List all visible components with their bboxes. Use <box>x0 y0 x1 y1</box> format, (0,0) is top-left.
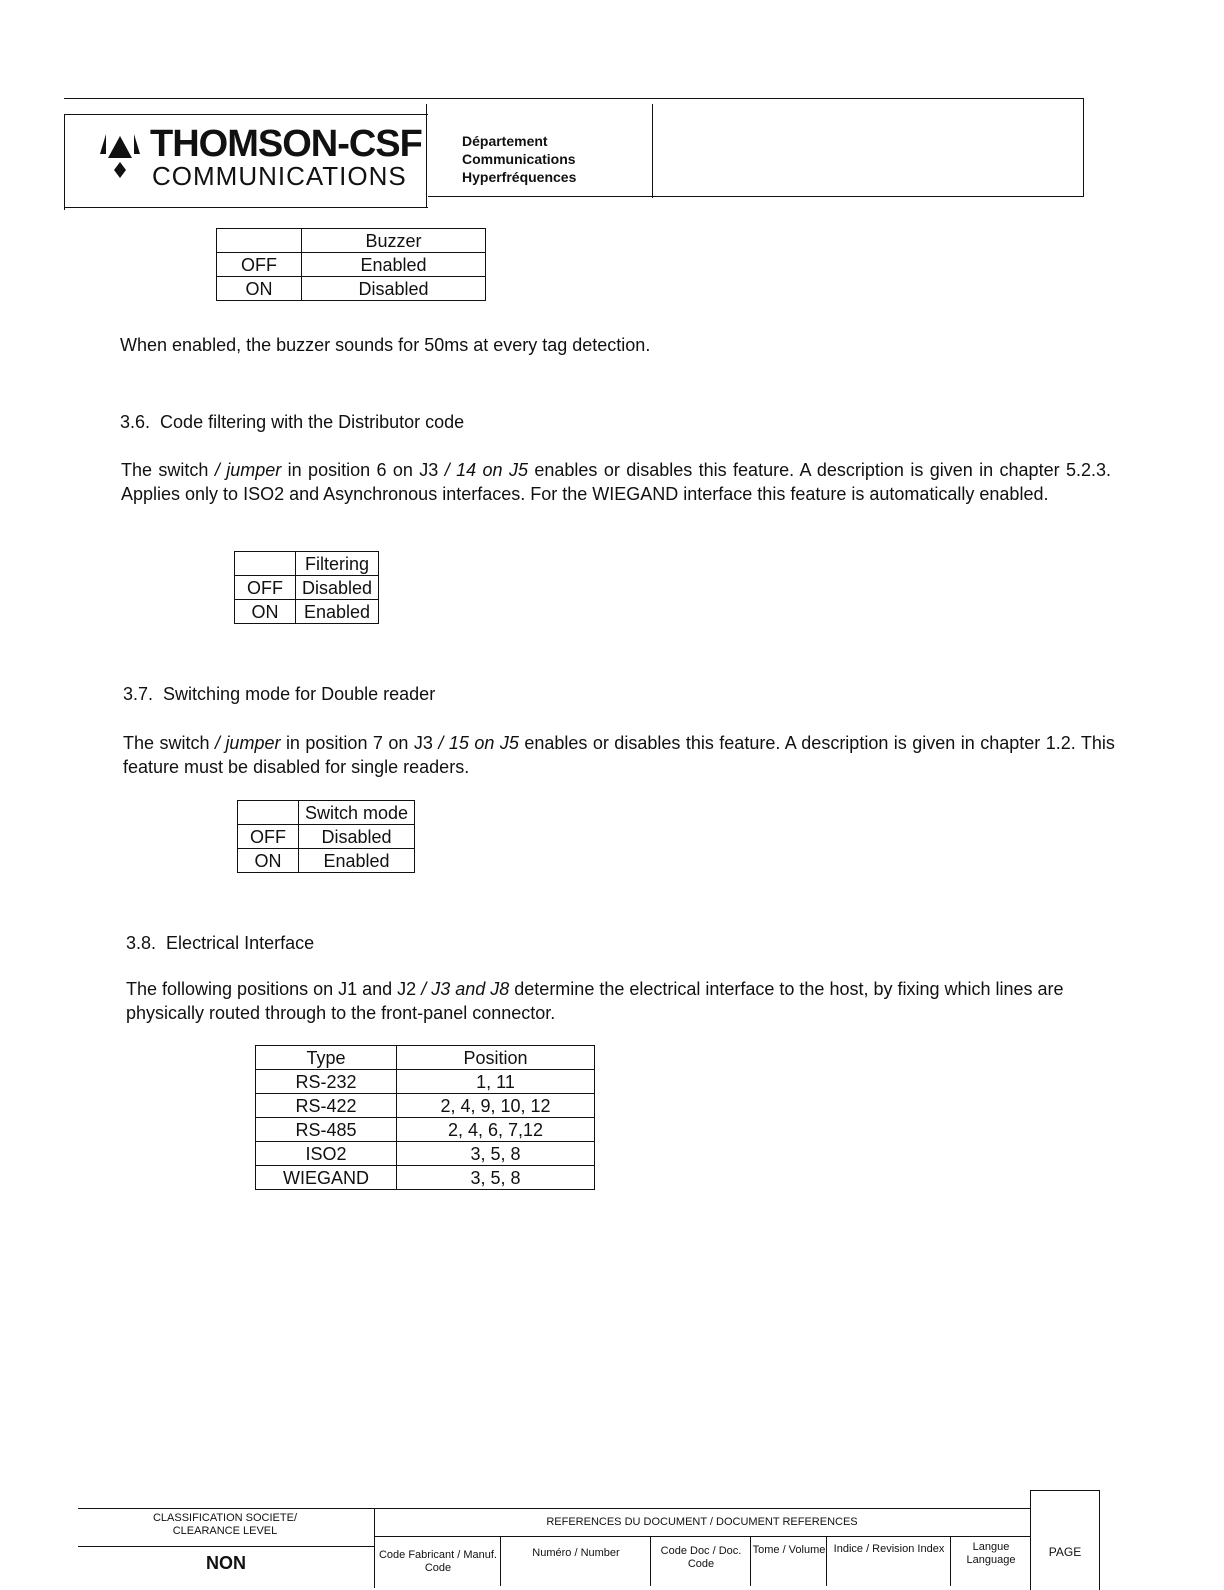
department-line: Hyperfréquences <box>462 169 577 185</box>
section-title: Code filtering with the Distributor code <box>160 412 465 432</box>
table-header-cell: Filtering <box>296 552 379 576</box>
table-row <box>235 576 379 600</box>
table-cell: Disabled <box>296 576 379 600</box>
table-cell: ON <box>238 849 299 873</box>
table-header-cell: Type <box>256 1046 397 1070</box>
section-title: Electrical Interface <box>166 933 315 953</box>
thomson-logo-icon <box>98 130 142 180</box>
column-label: Code Doc / Doc. Code <box>660 1545 742 1570</box>
table-cell: 3, 5, 8 <box>397 1166 595 1190</box>
footer-divider <box>500 1536 501 1586</box>
table-cell: ON <box>235 600 296 624</box>
table-cell: 1, 11 <box>397 1070 595 1094</box>
table-row <box>256 1094 595 1118</box>
paragraph-text: The switch <box>123 733 210 753</box>
table-cell: OFF <box>217 253 302 277</box>
table-cell: Enabled <box>302 253 486 277</box>
header-rule <box>64 207 428 208</box>
classification-value: NON <box>206 1553 246 1573</box>
table-header-cell: Position <box>397 1046 595 1070</box>
table-row <box>256 1142 595 1166</box>
paragraph-text: The following positions on J1 and J2 <box>126 979 417 999</box>
section-number: 3.8. <box>126 933 157 953</box>
paragraph-italic: / jumper <box>214 733 281 753</box>
header-rule <box>428 196 1084 197</box>
table-header-cell <box>235 552 296 576</box>
department-block <box>462 132 576 186</box>
classification-label: CLASSIFICATION SOCIETE/ CLEARANCE LEVEL <box>152 1512 298 1537</box>
footer-rule <box>374 1536 1030 1537</box>
paragraph-italic: / jumper <box>214 460 282 480</box>
references-label: REFERENCES DU DOCUMENT / DOCUMENT REFERENCES <box>546 1516 858 1528</box>
header-divider <box>426 104 427 208</box>
column-label: Indice / Revision Index <box>833 1543 945 1555</box>
paragraph-italic: / 15 on J5 <box>438 733 519 753</box>
table-row <box>238 801 415 825</box>
footer-rule <box>78 1546 374 1547</box>
buzzer-description: When enabled, the buzzer sounds for 50ms at every tag detection. <box>120 335 651 355</box>
table-row <box>256 1070 595 1094</box>
switch-mode-table <box>237 800 415 873</box>
table-cell: Disabled <box>302 277 486 301</box>
section-heading <box>120 410 464 434</box>
table-row <box>235 552 379 576</box>
table-row <box>235 600 379 624</box>
footer-divider <box>826 1536 827 1586</box>
table-row <box>256 1166 595 1190</box>
table-cell: OFF <box>235 576 296 600</box>
table-row <box>256 1118 595 1142</box>
table-cell: 2, 4, 6, 7,12 <box>397 1118 595 1142</box>
logo-title: THOMSON-CSF <box>150 123 422 165</box>
table-cell: RS-485 <box>256 1118 397 1142</box>
table-header-cell: Buzzer <box>302 229 486 253</box>
paragraph-text: in position 7 on J3 <box>285 733 433 753</box>
paragraph-text: The switch <box>121 460 209 480</box>
department-line: Communications <box>462 151 576 167</box>
page-label: PAGE <box>1048 1545 1082 1559</box>
table-cell: Enabled <box>299 849 415 873</box>
header-divider <box>652 104 653 198</box>
table-header-cell: Switch mode <box>299 801 415 825</box>
paragraph-italic: / 14 on J5 <box>444 460 528 480</box>
section-number: 3.7. <box>123 684 154 704</box>
footer-rule <box>78 1508 1030 1509</box>
table-header-cell <box>238 801 299 825</box>
department-line: Département <box>462 133 548 149</box>
electrical-interface-table <box>255 1045 595 1190</box>
filtering-table <box>234 551 379 624</box>
section-paragraph <box>121 458 1111 506</box>
table-cell: 3, 5, 8 <box>397 1142 595 1166</box>
column-label: Tome / Volume <box>752 1544 826 1556</box>
section-paragraph <box>126 977 1118 1025</box>
table-cell: ON <box>217 277 302 301</box>
table-cell: Disabled <box>299 825 415 849</box>
logo-subtitle: COMMUNICATIONS <box>152 161 407 191</box>
header-rule <box>64 114 65 210</box>
footer-rule <box>1030 1490 1100 1491</box>
table-cell: ISO2 <box>256 1142 397 1166</box>
column-label: Code Fabricant / Manuf. Code <box>378 1549 497 1574</box>
column-label: Langue Language <box>966 1541 1016 1566</box>
paragraph-italic: / J3 and J8 <box>421 979 510 999</box>
table-cell: OFF <box>238 825 299 849</box>
table-row <box>217 253 486 277</box>
table-header-cell <box>217 229 302 253</box>
table-cell: 2, 4, 9, 10, 12 <box>397 1094 595 1118</box>
footer-divider <box>750 1536 751 1586</box>
footer-divider <box>950 1536 951 1586</box>
section-number: 3.6. <box>120 412 151 432</box>
paragraph-text: enables or disables this feature. A description is given in chapter 1.2. This feature must be disabled for single readers. <box>123 733 1115 777</box>
section-paragraph <box>123 731 1115 779</box>
section-heading <box>126 931 314 955</box>
section-heading <box>123 682 435 706</box>
table-row <box>256 1046 595 1070</box>
paragraph-text: in position 6 on J3 <box>287 460 439 480</box>
column-label: Numéro / Number <box>532 1547 620 1559</box>
table-cell: Enabled <box>296 600 379 624</box>
header-rule <box>64 114 428 115</box>
table-row <box>217 277 486 301</box>
table-cell: WIEGAND <box>256 1166 397 1190</box>
section-title: Switching mode for Double reader <box>163 684 436 704</box>
table-row <box>238 849 415 873</box>
table-cell: RS-232 <box>256 1070 397 1094</box>
footer-divider <box>1099 1490 1100 1590</box>
paragraph-text: determine the electrical interface to the host, by fixing which lines are physically routed through to the front-panel connector. <box>126 979 1064 1023</box>
paragraph-text: enables or disables this feature. A description is given in chapter 5.2.3. Applies only to ISO2 and Asynchronous interfaces. For the WIEGAND interface this feature is automatically enabled. <box>121 460 1112 504</box>
table-row <box>217 229 486 253</box>
footer-divider <box>650 1536 651 1586</box>
table-cell: RS-422 <box>256 1094 397 1118</box>
footer-divider <box>1030 1490 1031 1590</box>
buzzer-table <box>216 228 486 301</box>
table-row <box>238 825 415 849</box>
